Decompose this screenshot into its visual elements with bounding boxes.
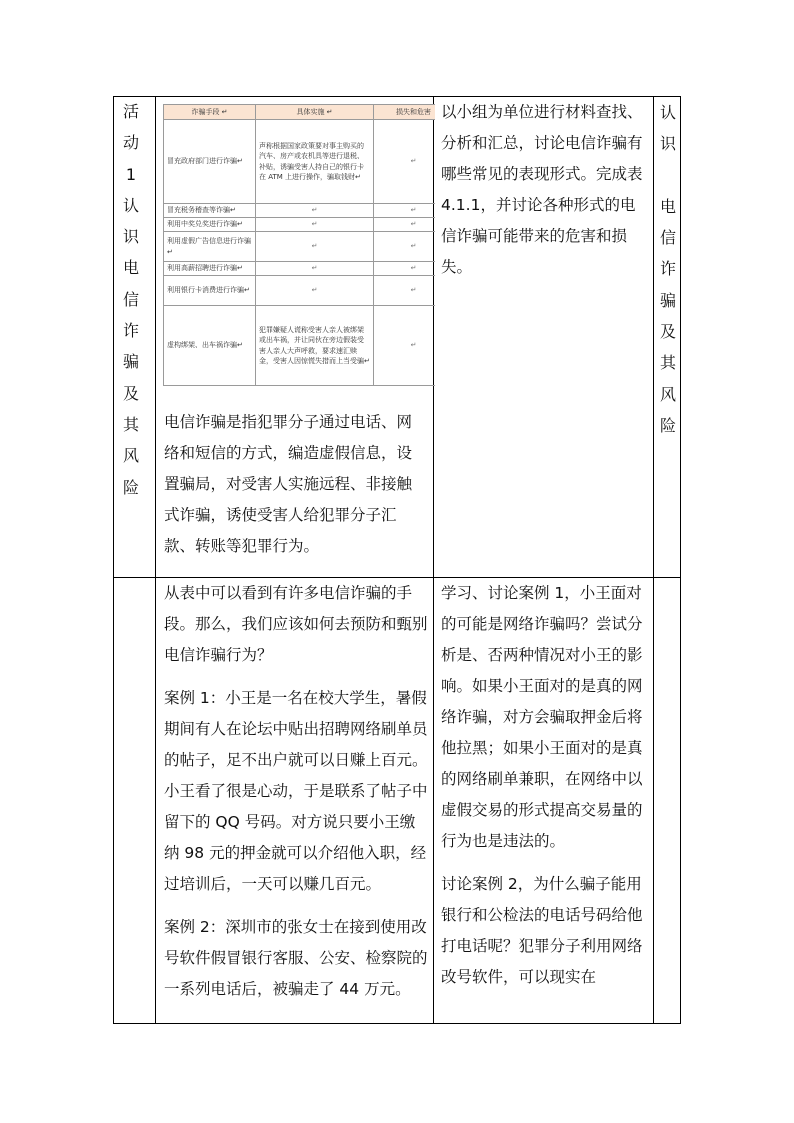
table-col-divider-1 [155,96,156,1024]
objective-char: 信 [659,228,676,248]
objective-vertical [657,97,679,441]
fraud-table-cell-harm: ↵ [374,218,436,232]
activity-title-char: 动 [122,133,139,153]
activity-title-char: 骗 [122,352,139,372]
fraud-table-cell-method: 冒充政府部门进行诈骗↵ [164,120,256,204]
objective-char [657,160,679,191]
table-border-bottom [113,1023,681,1024]
table-col-divider-3 [653,96,654,1024]
fraud-table-cell-detail: ↵ [256,276,374,306]
objective-char: 其 [659,353,676,373]
fraud-table-cell-detail: ↵ [256,204,374,218]
fraud-table-cell-harm: ↵ [374,276,436,306]
fraud-table-header-method: 诈骗手段 ↵ [164,105,256,120]
activity-title-char: 1 [125,164,137,184]
fraud-table-cell-detail: ↵ [256,262,374,276]
fraud-table-cell-method: 利用中奖兑奖进行诈骗↵ [164,218,256,232]
objective-char: 骗 [659,290,676,310]
case-2-paragraph: 案例 2：深圳市的张女士在接到使用改号软件假冒银行客服、公安、检察院的一系列电话后，被骗走了 44 万元。 [164,918,428,998]
activity-title-char: 认 [122,195,139,215]
objective-char: 及 [659,322,676,342]
objective-char: 风 [659,384,676,404]
activity-title-char: 识 [122,227,139,247]
activity-title-char: 险 [122,477,139,497]
discussion-case-1: 学习、讨论案例 1，小王面对的可能是网络诈骗吗？尝试分析是、否两种情况对小王的影响。如果小王面对的是真的网络诈骗，对方会骗取押金后将他拉黑；如果小王面对的是真的网络刷单兼职，在网络中以虚假交易的形式提高交易量的行为也是违法的。 [441,584,643,850]
fraud-table-cell-harm: ↵ [374,120,436,204]
objective-char: 电 [659,196,676,216]
fraud-table-cell-detail: 犯罪嫌疑人谎称受害人亲人被绑架或出车祸，并让同伙在旁边假装受害人亲人大声呼救，要求速汇赎金，受害人因惊慌失措而上当受骗↵ [256,306,374,386]
fraud-table-cell-harm: ↵ [374,232,436,262]
fraud-table-cell-method: 冒充税务稽查等诈骗↵ [164,204,256,218]
activity-title-char: 信 [122,289,139,309]
discussion-case-2: 讨论案例 2，为什么骗子能用银行和公检法的电话号码给他打电话呢？犯罪分子利用网络改号软件，可以现实在 [441,875,643,986]
activity-title-char: 其 [122,414,139,434]
objective-char: 认 [659,103,676,122]
fraud-table-header-harm: 损失和危害 [374,105,436,120]
activity-title-char: 风 [122,446,139,466]
table-border-right [680,96,681,1024]
objective-char: 险 [659,415,676,435]
table-border-left [113,96,114,1024]
objective-char: 识 [659,134,676,154]
activity-title-char: 及 [122,383,139,403]
fraud-table-cell-detail: 声称根据国家政策要对事主购买的汽车、房产或农机具等进行退税、补贴，诱骗受害人持自己的银行卡在 ATM 上进行操作，骗取钱财↵ [256,120,374,204]
fraud-table-cell-method: 虚构绑架、出车祸诈骗↵ [164,306,256,386]
telecom-fraud-definition: 电信诈骗是指犯罪分子通过电话、网络和短信的方式，编造虚假信息，设置骗局，对受害人实施远程、非接触式诈骗，诱使受害人给犯罪分子汇款、转账等犯罪行为。 [164,413,413,555]
fraud-table-cell-detail: ↵ [256,232,374,262]
fraud-table-cell-method: 利用虚假广告信息进行诈骗↵ [164,232,256,262]
activity-title-char: 活 [122,102,139,121]
fraud-table-cell-harm: ↵ [374,204,436,218]
case-1-paragraph: 案例 1：小王是一名在校大学生，暑假期间有人在论坛中贴出招聘网络刷单员的帖子，足不出户就可以日赚上百元。小王看了很是心动，于是联系了帖子中留下的 QQ 号码。对方说只要小王缴纳 98 元的押金就可以介绍他入职，经过培训后，一天可以赚几百元。 [164,689,428,893]
fraud-table-cell-harm: ↵ [374,262,436,276]
group-task-instructions: 以小组为单位进行材料查找、分析和汇总，讨论电信诈骗有哪些常见的表现形式。完成表 4.1.1，并讨论各种形式的电信诈骗可能带来的危害和损失。 [441,103,643,276]
objective-char: 诈 [659,259,676,279]
activity-title-char: 诈 [122,321,139,341]
cases-column [164,578,428,1017]
discussion-column [441,578,651,1005]
activity-title-vertical [120,96,142,503]
activity-title-char: 电 [122,258,139,278]
fraud-table-cell-method: 利用银行卡消费进行诈骗↵ [164,276,256,306]
fraud-table-cell-detail: ↵ [256,218,374,232]
fraud-table-header-detail: 具体实施 ↵ [256,105,374,120]
fraud-table-cell-method: 利用高薪招聘进行诈骗↵ [164,262,256,276]
fraud-table-cell-harm: ↵ [374,306,436,386]
intro-paragraph: 从表中可以看到有许多电信诈骗的手段。那么，我们应该如何去预防和甄别电信诈骗行为？ [164,584,428,664]
fraud-methods-table-image [163,104,435,396]
